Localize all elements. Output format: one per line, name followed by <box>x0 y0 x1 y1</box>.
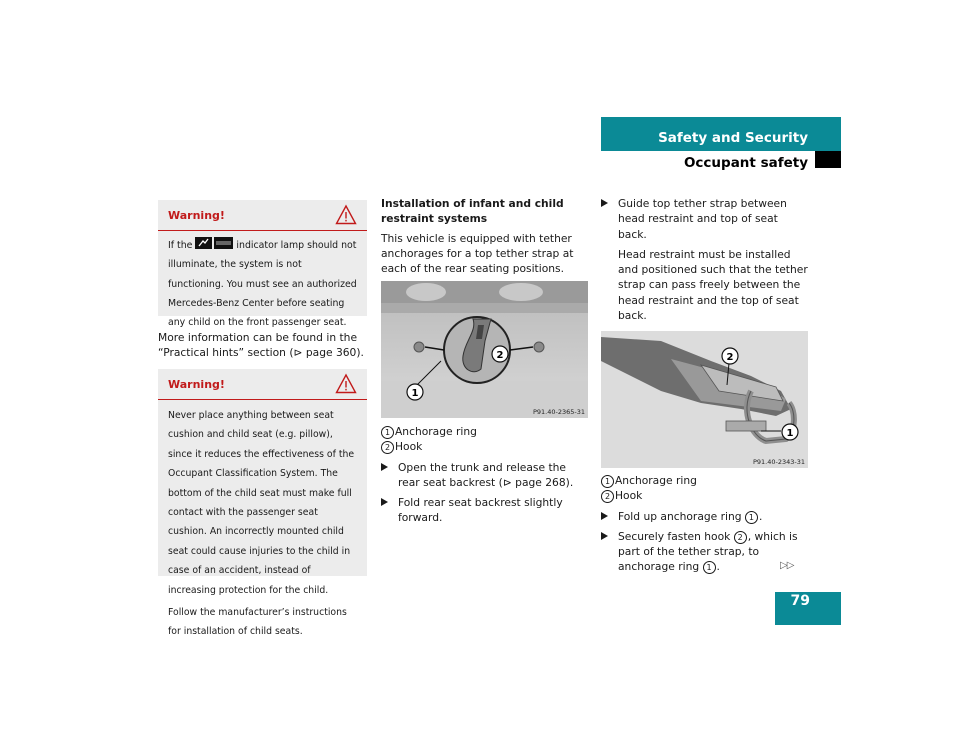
note-paragraph: Head restraint must be installed and positioned such that the tether strap can pass freely between the head restraint and the top of seat back. <box>618 247 808 323</box>
intro-paragraph: This vehicle is equipped with tether anchorages for a top tether strap at each of the rear seating positions. <box>381 231 574 276</box>
warning-text: indicator lamp should not illuminate, the system is not functioning. You must see an authorized Mercedes-Benz Center before seating any child on the front passenger seat. <box>168 240 357 329</box>
legend-item: 1 Anchorage ring <box>601 473 809 488</box>
middle-column <box>381 196 589 276</box>
middle-steps <box>381 424 589 526</box>
instruction-step: Fold rear seat backrest slightly forward. <box>381 495 589 526</box>
subsection-title: Occupant safety <box>683 155 808 171</box>
figure-code: P91.40-2343-31 <box>752 458 805 466</box>
page-reference-link[interactable]: ⊳ page 360). <box>293 346 364 360</box>
continued-marker: ▷▷ <box>780 560 794 571</box>
warning-title: Warning! <box>168 378 225 391</box>
trunk-tether-anchorage-figure <box>381 281 588 418</box>
more-info-paragraph: More information can be found in the “Practical hints” section (⊳ page 360). <box>158 331 364 360</box>
legend-item: 2 Hook <box>381 439 589 454</box>
header-marker <box>815 151 841 168</box>
svg-text:1: 1 <box>786 428 794 439</box>
page-number: 79 <box>790 593 810 609</box>
legend-item: 2 Hook <box>601 488 809 503</box>
bullet-arrow-icon <box>381 498 388 506</box>
figure-code: P91.40-2365-31 <box>532 408 585 416</box>
warning-box-1 <box>158 200 367 329</box>
bullet-arrow-icon <box>601 199 608 207</box>
warning-text: Never place anything between seat cushion and child seat (e.g. pillow), since it reduces the effectiveness of the Occupant Classification System. The bottom of the child seat must make full contact with the passenger seat cushion. An incorrectly mounted child seat could cause injuries to the child in case of an accident, instead of increasing protection for the child. <box>168 410 355 596</box>
bullet-arrow-icon <box>381 463 388 471</box>
warning-text: If the <box>168 240 193 251</box>
warning-triangle-icon <box>335 373 357 395</box>
legend-item: 1 Anchorage ring <box>381 424 589 439</box>
svg-text:2: 2 <box>496 350 504 361</box>
instruction-step: Securely fasten hook 2 , which is part of the tether strap, to anchorage ring 1 . <box>601 529 809 575</box>
tether-hook-figure <box>601 331 808 468</box>
passenger-airbag-off-lamp-icon <box>195 237 233 249</box>
warning-box-2 <box>158 369 367 638</box>
bullet-arrow-icon <box>601 512 608 520</box>
section-heading: Installation of infant and child restraint systems <box>381 197 564 226</box>
instruction-step: Fold up anchorage ring 1 . <box>601 509 809 524</box>
warning-text: Follow the manufacturer’s instructions for installation of child seats. <box>168 607 347 638</box>
warning-triangle-icon <box>335 204 357 226</box>
right-steps <box>601 473 809 575</box>
warning-title: Warning! <box>168 209 225 222</box>
svg-text:1: 1 <box>411 388 419 399</box>
svg-text:2: 2 <box>726 352 734 363</box>
instruction-step: Guide top tether strap between head restraint and top of seat back. <box>601 196 809 242</box>
instruction-step: Open the trunk and release the rear seat backrest (⊳ page 268). <box>381 460 589 491</box>
bullet-arrow-icon <box>601 532 608 540</box>
section-title: Safety and Security <box>658 130 808 146</box>
